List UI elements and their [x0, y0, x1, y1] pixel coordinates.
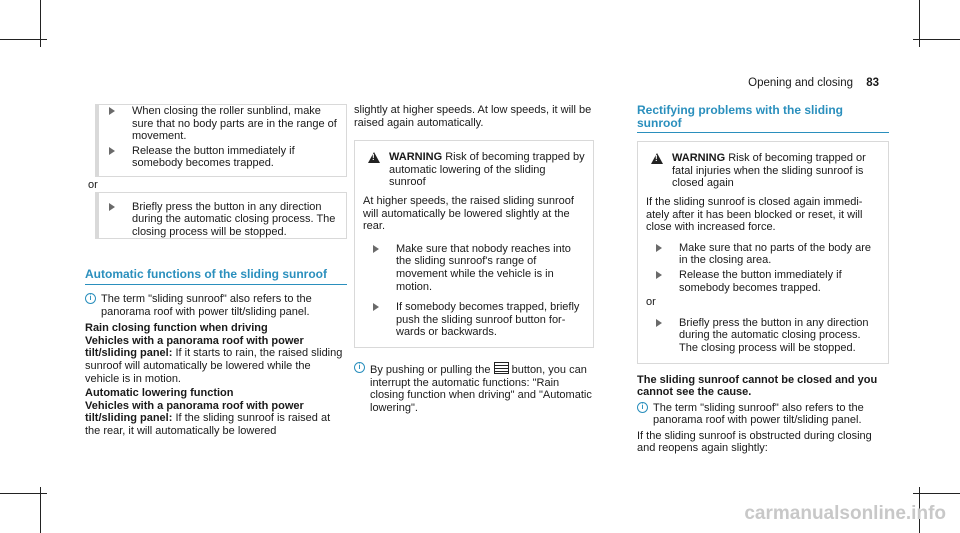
list-item — [646, 317, 880, 355]
step-text: When closing the roller sunblind, make sure that no body parts are in the range of movement. — [132, 105, 337, 143]
arrow-icon — [373, 245, 379, 253]
info-icon: i — [85, 293, 96, 304]
info-icon: i — [354, 362, 365, 373]
step-text: Release the button immediately if somebody becomes trapped. — [679, 268, 842, 294]
step-text: Briefly press the button in any direction during the automatic closing process. The closing process will be stopped. — [679, 316, 869, 354]
crop-mark — [913, 493, 960, 494]
warning-text: Risk of becoming trapped by automatic lowering of the sliding sunroof — [389, 151, 585, 189]
step-text: Release the button immediately if somebody becomes trapped. — [132, 144, 295, 170]
note-text: button, you can interrupt the automatic functions: "Rain closing function when driving" and "Automatic lowering". — [370, 363, 592, 414]
step-text: Briefly press the button in any direction during the automatic closing process. The closing process will be stopped. — [132, 200, 336, 238]
note — [637, 402, 889, 427]
column-2 — [354, 104, 594, 414]
crop-mark — [0, 39, 47, 40]
paragraph: Vehicles with a panorama roof with power tilt/sliding panel: If it starts to rain, the raised sliding sunroof will automatically be lowered while the vehicle is in motion. — [85, 334, 343, 385]
instruction-box — [95, 104, 347, 177]
or-text: or — [646, 296, 656, 309]
section-title: Automatic functions of the sliding sunroof — [85, 268, 347, 285]
list-item — [99, 145, 340, 170]
sunroof-button-icon — [494, 362, 509, 374]
paragraph: slightly at higher speeds. At low speeds, it will be raised again automatically. — [354, 104, 592, 129]
list-item — [363, 301, 585, 339]
warning-header: ! WARNING Risk of becoming trapped by automatic lowering of the sliding sunroof — [355, 141, 593, 195]
note — [85, 293, 347, 318]
arrow-icon — [373, 303, 379, 311]
warning-box — [354, 140, 594, 348]
column-1 — [85, 104, 347, 437]
note-text: The term "sliding sunroof" also refers to the panorama roof with power tilt/sliding panel. — [653, 401, 864, 427]
step-text: Make sure that no parts of the body are in the closing area. — [679, 241, 872, 267]
warning-body — [355, 195, 593, 347]
arrow-icon — [109, 203, 115, 211]
column-3 — [637, 104, 889, 455]
list-item — [646, 269, 880, 294]
subheading: Automatic lowering function — [85, 387, 234, 400]
paragraph: If the sliding sunroof is obstructed during closing and reopens again slightly: — [637, 429, 872, 455]
warning-label: WARNING — [672, 152, 726, 165]
info-icon: i — [637, 402, 648, 413]
warning-label: WARNING — [389, 151, 443, 164]
or-text: or — [88, 178, 98, 191]
warning-text: Risk of becoming trapped or fatal injuries when the sliding sunroof is closed again — [672, 152, 866, 190]
arrow-icon — [109, 147, 115, 155]
note-text: The term "sliding sunroof" also refers to the panorama roof with power tilt/sliding panel. — [101, 292, 312, 318]
paragraph: If the sliding sunroof is closed again immediately after it has been blocked or reset, it will close with increased force. — [646, 195, 863, 234]
note-text: By pushing or pulling the — [370, 363, 491, 376]
note — [354, 362, 594, 414]
arrow-icon — [656, 319, 662, 327]
section-title: Rectifying problems with the sliding sunroof — [637, 104, 889, 133]
list-item — [646, 242, 880, 267]
page-number: 83 — [866, 77, 879, 89]
step-text: If somebody becomes trapped, briefly push the sliding sunroof button forwards or backwards. — [396, 301, 580, 339]
arrow-icon — [656, 271, 662, 279]
arrow-icon — [656, 244, 662, 252]
arrow-icon — [109, 107, 115, 115]
subheading: The sliding sunroof cannot be closed and you cannot see the cause. — [637, 373, 878, 399]
paragraph: At higher speeds, the raised sliding sunroof will automatically be lowered slightly at the rear. — [363, 194, 574, 233]
warning-box — [637, 141, 889, 363]
warning-body — [638, 196, 888, 363]
subheading: Rain closing function when driving — [85, 322, 268, 335]
list-item — [363, 243, 585, 293]
watermark: carmanualsonline.info — [744, 503, 946, 524]
crop-mark — [0, 493, 47, 494]
step-text: Make sure that nobody reaches into the sliding sunroof's range of movement while the vehicle is in motion. — [396, 242, 571, 293]
list-item — [99, 201, 340, 239]
list-item — [99, 105, 340, 143]
instruction-box — [95, 192, 347, 240]
running-header: Opening and closing — [748, 77, 853, 89]
paragraph: Vehicles with a panorama roof with power tilt/sliding panel: If the sliding sunroof is raised at the rear, it will automatically be lowered — [85, 399, 331, 437]
warning-header: ! WARNING Risk of becoming trapped or fatal injuries when the sliding sunroof is closed again — [638, 142, 888, 196]
crop-mark — [913, 39, 960, 40]
